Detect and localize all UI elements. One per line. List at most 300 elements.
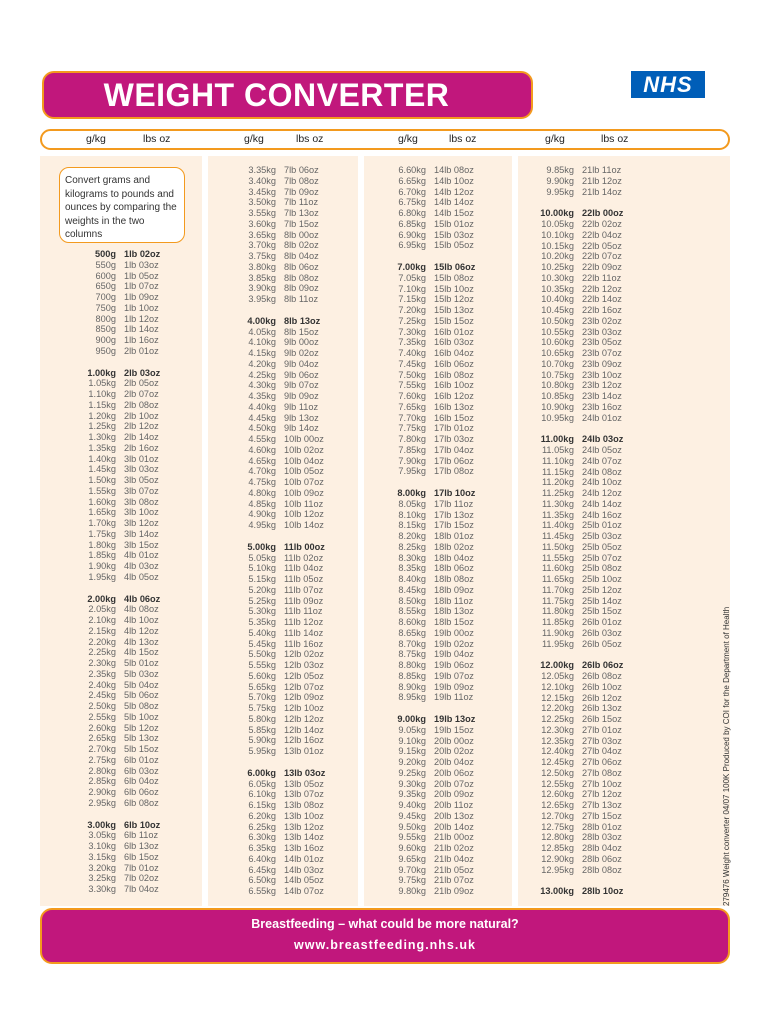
row-lbs: 22lb 02oz (582, 219, 622, 229)
row-lbs: 20lb 04oz (434, 757, 474, 767)
row-lbs: 2lb 01oz (124, 345, 159, 356)
row-lbs: 2lb 07oz (124, 389, 159, 399)
row-kg: 7.20kg (398, 305, 426, 315)
row-lbs: 19lb 00oz (434, 627, 474, 638)
row-kg: 7.70kg (398, 412, 426, 423)
row-kg: 10.85kg (541, 391, 574, 401)
row-kg: 7.90kg (398, 455, 426, 466)
row-kg: 11.25kg (541, 488, 574, 498)
row-kg: 1.55kg (88, 485, 116, 496)
title-banner (42, 71, 533, 119)
row-lbs: 19lb 06oz (434, 660, 474, 670)
row-lbs: 8lb 02oz (284, 240, 319, 251)
row-kg: 2.95kg (88, 797, 116, 808)
row-kg: 5.00kg (247, 541, 276, 552)
row-kg: 3.80kg (248, 261, 276, 272)
row-lbs: 4lb 05oz (124, 571, 159, 582)
row-kg: 5.20kg (248, 584, 276, 595)
row-lbs: 26lb 15oz (582, 714, 622, 724)
row-lbs: 28lb 04oz (582, 843, 622, 853)
row-kg: 7.75kg (398, 423, 426, 434)
row-kg: 12.10kg (541, 681, 574, 692)
row-lbs: 14lb 07oz (284, 886, 324, 896)
row-kg: 8.30kg (398, 552, 426, 563)
row-kg: 950g (95, 345, 116, 356)
row-kg: 5.80kg (248, 713, 276, 724)
row-lbs: 6lb 08oz (124, 797, 159, 808)
row-lbs: 8lb 11oz (284, 294, 319, 304)
row-kg: 11.60kg (541, 563, 574, 574)
row-kg: 6.95kg (398, 240, 426, 251)
row-kg: 9.25kg (398, 767, 426, 778)
row-lbs: 27lb 03oz (582, 735, 622, 746)
row-kg: 850g (95, 324, 116, 335)
row-kg: 6.65kg (398, 175, 426, 186)
footer-tagline: Breastfeeding – what could be more natural? (251, 917, 519, 931)
row-kg: 8.15kg (398, 520, 426, 531)
row-kg: 7.50kg (398, 369, 426, 380)
row-kg: 1.90kg (88, 561, 116, 571)
row-kg: 3.95kg (248, 294, 276, 304)
row-lbs: 17lb 11oz (434, 498, 474, 509)
header-kg-4: g/kg (545, 133, 565, 145)
row-lbs: 4lb 06oz (124, 593, 161, 604)
row-lbs: 17lb 10oz (434, 488, 476, 498)
row-lbs: 2lb 10oz (124, 410, 159, 421)
row-lbs: 24lb 05oz (582, 445, 622, 455)
row-lbs: 11lb 05oz (284, 574, 324, 584)
row-kg: 11.55kg (541, 552, 574, 563)
row-lbs: 24lb 03oz (582, 434, 624, 445)
row-lbs: 8lb 09oz (284, 283, 319, 294)
row-kg: 6.10kg (248, 789, 276, 800)
row-lbs: 11lb 12oz (284, 617, 324, 627)
row-lbs: 27lb 12oz (582, 789, 622, 800)
row-lbs: 21lb 11oz (582, 165, 622, 175)
page-title: WEIGHT CONVERTER (103, 76, 450, 113)
row-lbs: 25lb 03oz (582, 531, 622, 541)
row-kg: 9.20kg (398, 757, 426, 767)
row-kg: 8.75kg (398, 649, 426, 660)
row-kg: 8.50kg (398, 595, 426, 606)
row-kg: 5.45kg (248, 638, 276, 649)
row-lbs: 24lb 08oz (582, 466, 622, 477)
row-kg: 8.65kg (398, 627, 426, 638)
row-lbs: 23lb 02oz (582, 315, 622, 326)
row-lbs: 22lb 00oz (582, 208, 624, 219)
row-lbs: 11lb 00oz (284, 541, 325, 552)
row-kg: 6.90kg (398, 229, 426, 240)
row-kg: 3.20kg (88, 862, 116, 873)
row-lbs: 13lb 10oz (284, 810, 324, 821)
row-lbs: 9lb 07oz (284, 380, 319, 391)
row-lbs: 27lb 10oz (582, 778, 622, 789)
row-kg: 3.55kg (248, 208, 276, 218)
row-kg: 10.75kg (541, 369, 574, 380)
row-lbs: 11lb 11oz (284, 606, 323, 617)
row-lbs: 13lb 12oz (284, 821, 324, 832)
row-lbs: 4lb 13oz (124, 636, 159, 647)
row-lbs: 14lb 10oz (434, 175, 474, 186)
row-lbs: 27lb 15oz (582, 810, 622, 821)
row-lbs: 26lb 08oz (582, 671, 622, 681)
row-kg: 11.10kg (541, 455, 574, 466)
row-kg: 9.15kg (398, 746, 426, 757)
row-lbs: 16lb 10oz (434, 380, 474, 391)
row-lbs: 12lb 07oz (284, 681, 324, 692)
row-kg: 8.10kg (398, 509, 426, 520)
row-kg: 4.85kg (248, 498, 276, 509)
row-lbs: 16lb 04oz (434, 348, 474, 358)
row-kg: 1.40kg (88, 453, 116, 464)
row-lbs: 20lb 07oz (434, 778, 474, 789)
row-lbs: 1lb 09oz (124, 292, 159, 302)
row-lbs: 20lb 06oz (434, 767, 474, 778)
row-lbs: 23lb 14oz (582, 391, 622, 401)
row-kg: 8.70kg (398, 638, 426, 649)
row-kg: 2.10kg (88, 615, 116, 625)
row-lbs: 25lb 12oz (582, 584, 622, 595)
row-lbs: 13lb 08oz (284, 800, 324, 810)
row-kg: 1.65kg (88, 507, 116, 518)
row-lbs: 2lb 05oz (124, 378, 159, 389)
row-kg: 3.10kg (88, 841, 116, 851)
row-kg: 10.30kg (541, 272, 574, 283)
row-lbs: 11lb 02oz (284, 552, 324, 563)
row-lbs: 1lb 10oz (124, 302, 159, 313)
row-kg: 3.85kg (248, 272, 276, 283)
row-lbs: 3lb 14oz (124, 528, 159, 539)
row-lbs: 6lb 13oz (124, 841, 159, 851)
row-lbs: 21lb 00oz (434, 832, 474, 843)
row-lbs: 15lb 03oz (434, 229, 474, 240)
footer-url[interactable]: www.breastfeeding.nhs.uk (294, 938, 476, 952)
row-kg: 3.65kg (248, 229, 276, 240)
row-lbs: 9lb 13oz (284, 412, 319, 423)
row-kg: 5.25kg (248, 595, 276, 606)
row-lbs: 8lb 08oz (284, 272, 319, 283)
row-lbs: 28lb 06oz (582, 853, 622, 864)
row-lbs: 2lb 12oz (124, 421, 159, 432)
row-kg: 700g (95, 292, 116, 302)
row-kg: 8.00kg (397, 488, 426, 498)
row-kg: 5.30kg (248, 606, 276, 617)
row-lbs: 25lb 05oz (582, 541, 622, 552)
row-kg: 8.95kg (398, 692, 426, 703)
row-kg: 4.45kg (248, 412, 276, 423)
row-kg: 3.50kg (248, 197, 276, 208)
row-kg: 11.90kg (541, 627, 574, 638)
row-lbs: 9lb 02oz (284, 348, 319, 358)
row-lbs: 24lb 07oz (582, 455, 622, 466)
row-lbs: 22lb 11oz (582, 272, 622, 283)
row-kg: 2.00kg (87, 593, 116, 604)
row-lbs: 12lb 10oz (284, 703, 324, 713)
row-lbs: 19lb 07oz (434, 670, 474, 681)
row-lbs: 1lb 03oz (124, 259, 159, 270)
row-kg: 4.20kg (248, 358, 276, 369)
row-lbs: 23lb 03oz (582, 326, 622, 337)
row-kg: 1.35kg (88, 442, 116, 453)
row-lbs: 18lb 13oz (434, 606, 474, 617)
row-kg: 3.40kg (248, 175, 276, 186)
row-lbs: 6lb 11oz (124, 830, 159, 841)
row-lbs: 9lb 14oz (284, 423, 319, 434)
row-kg: 10.35kg (541, 283, 574, 294)
row-kg: 9.30kg (398, 778, 426, 789)
row-lbs: 9lb 04oz (284, 358, 319, 369)
row-lbs: 25lb 08oz (582, 563, 622, 574)
row-lbs: 16lb 06oz (434, 358, 474, 369)
row-kg: 2.70kg (88, 744, 116, 754)
row-kg: 12.20kg (541, 703, 574, 714)
row-lbs: 3lb 07oz (124, 485, 159, 496)
row-kg: 8.05kg (398, 498, 426, 509)
row-kg: 2.90kg (88, 787, 116, 797)
row-lbs: 4lb 15oz (124, 647, 159, 658)
row-lbs: 22lb 04oz (582, 229, 622, 240)
row-lbs: 12lb 14oz (284, 724, 324, 735)
row-kg: 9.75kg (398, 875, 426, 886)
row-lbs: 6lb 06oz (124, 787, 159, 797)
row-lbs: 18lb 02oz (434, 541, 474, 552)
row-kg: 8.85kg (398, 670, 426, 681)
row-lbs: 9lb 11oz (284, 401, 319, 412)
row-kg: 9.00kg (397, 714, 426, 724)
row-kg: 7.45kg (398, 358, 426, 369)
row-kg: 6.80kg (398, 208, 426, 218)
row-kg: 12.05kg (541, 671, 574, 681)
row-kg: 8.90kg (398, 681, 426, 692)
row-lbs: 1lb 12oz (124, 313, 159, 324)
row-kg: 2.45kg (88, 690, 116, 701)
row-lbs: 24lb 14oz (582, 498, 622, 509)
row-kg: 4.00kg (247, 315, 276, 326)
row-kg: 4.50kg (248, 423, 276, 434)
row-kg: 7.40kg (398, 348, 426, 358)
row-kg: 5.85kg (248, 724, 276, 735)
row-kg: 10.90kg (541, 401, 574, 412)
row-kg: 1.45kg (88, 464, 116, 475)
row-lbs: 23lb 05oz (582, 337, 622, 348)
row-lbs: 10lb 07oz (284, 477, 324, 487)
header-kg-3: g/kg (398, 133, 418, 145)
row-kg: 5.35kg (248, 617, 276, 627)
row-lbs: 13lb 03oz (284, 767, 326, 778)
row-lbs: 7lb 09oz (284, 186, 319, 197)
row-lbs: 27lb 01oz (582, 724, 622, 735)
row-lbs: 14lb 03oz (284, 864, 324, 875)
row-lbs: 5lb 04oz (124, 679, 159, 690)
row-kg: 10.70kg (541, 358, 574, 369)
row-lbs: 10lb 12oz (284, 509, 324, 520)
row-kg: 11.50kg (541, 541, 574, 552)
row-lbs: 19lb 09oz (434, 681, 474, 692)
row-lbs: 5lb 08oz (124, 701, 159, 711)
row-lbs: 15lb 13oz (434, 305, 474, 315)
row-lbs: 7lb 04oz (124, 884, 159, 894)
row-lbs: 18lb 11oz (434, 595, 474, 606)
row-kg: 10.10kg (541, 229, 574, 240)
row-kg: 1.60kg (88, 496, 116, 507)
row-kg: 4.80kg (248, 487, 276, 498)
row-lbs: 12lb 02oz (284, 649, 324, 660)
row-kg: 4.15kg (248, 348, 276, 358)
row-kg: 6.50kg (248, 875, 276, 886)
row-lbs: 8lb 06oz (284, 261, 319, 272)
row-lbs: 15lb 10oz (434, 283, 474, 294)
row-lbs: 28lb 10oz (582, 886, 624, 897)
row-lbs: 2lb 14oz (124, 432, 159, 442)
row-lbs: 20lb 13oz (434, 810, 474, 821)
row-lbs: 21lb 14oz (582, 186, 622, 197)
row-kg: 11.80kg (541, 606, 574, 617)
row-kg: 7.35kg (398, 337, 426, 348)
row-kg: 4.25kg (248, 369, 276, 380)
row-lbs: 23lb 09oz (582, 358, 622, 369)
row-kg: 11.30kg (541, 498, 574, 509)
row-kg: 5.15kg (248, 574, 276, 584)
row-kg: 4.10kg (248, 337, 276, 348)
row-kg: 10.15kg (541, 240, 574, 251)
row-lbs: 5lb 13oz (124, 733, 159, 744)
row-kg: 9.40kg (398, 800, 426, 810)
row-kg: 8.45kg (398, 584, 426, 595)
row-kg: 6.30kg (248, 832, 276, 843)
row-lbs: 25lb 07oz (582, 552, 622, 563)
row-lbs: 28lb 03oz (582, 832, 622, 843)
row-lbs: 17lb 03oz (434, 434, 474, 444)
row-kg: 11.20kg (541, 477, 574, 488)
row-lbs: 4lb 10oz (124, 615, 159, 625)
row-lbs: 3lb 03oz (124, 464, 159, 475)
row-lbs: 7lb 02oz (124, 873, 159, 884)
row-kg: 650g (95, 281, 116, 292)
row-lbs: 25lb 14oz (582, 595, 622, 606)
row-lbs: 24lb 12oz (582, 488, 622, 498)
row-kg: 12.00kg (540, 660, 574, 671)
row-kg: 10.25kg (541, 262, 574, 272)
row-lbs: 5lb 01oz (124, 658, 159, 668)
row-kg: 10.60kg (541, 337, 574, 348)
row-kg: 12.40kg (541, 746, 574, 757)
row-lbs: 10lb 05oz (284, 466, 324, 477)
row-lbs: 15lb 12oz (434, 294, 474, 305)
row-kg: 4.30kg (248, 380, 276, 391)
row-kg: 1.85kg (88, 550, 116, 561)
row-lbs: 10lb 02oz (284, 444, 324, 455)
row-lbs: 21lb 02oz (434, 843, 474, 853)
row-lbs: 6lb 03oz (124, 765, 159, 776)
row-lbs: 20lb 02oz (434, 746, 474, 757)
row-lbs: 22lb 07oz (582, 251, 622, 262)
row-lbs: 9lb 09oz (284, 391, 319, 401)
row-lbs: 6lb 15oz (124, 851, 159, 862)
row-lbs: 19lb 04oz (434, 649, 474, 660)
row-kg: 5.75kg (248, 703, 276, 713)
row-kg: 5.90kg (248, 735, 276, 746)
header-lbs-4: lbs oz (601, 133, 629, 145)
row-kg: 11.35kg (541, 509, 574, 520)
row-kg: 3.60kg (248, 218, 276, 229)
row-lbs: 11lb 16oz (284, 638, 324, 649)
row-kg: 11.70kg (541, 584, 574, 595)
row-lbs: 4lb 12oz (124, 625, 159, 636)
row-kg: 8.25kg (398, 541, 426, 552)
row-lbs: 9lb 06oz (284, 369, 319, 380)
row-kg: 8.55kg (398, 606, 426, 617)
row-kg: 5.10kg (248, 563, 276, 574)
row-lbs: 5lb 03oz (124, 668, 159, 679)
row-lbs: 15lb 15oz (434, 315, 474, 326)
row-kg: 12.95kg (541, 864, 574, 875)
row-lbs: 17lb 08oz (434, 466, 474, 477)
row-kg: 9.80kg (398, 886, 426, 896)
row-lbs: 26lb 10oz (582, 681, 622, 692)
row-lbs: 1lb 14oz (124, 324, 159, 335)
row-kg: 900g (95, 335, 116, 345)
row-lbs: 16lb 08oz (434, 369, 474, 380)
row-lbs: 26lb 06oz (582, 660, 624, 671)
row-kg: 600g (95, 270, 116, 281)
row-kg: 11.65kg (541, 574, 574, 584)
row-kg: 11.85kg (541, 617, 574, 627)
row-lbs: 3lb 12oz (124, 518, 159, 528)
header-kg-2: g/kg (244, 133, 264, 145)
row-kg: 2.85kg (88, 776, 116, 787)
row-kg: 6.45kg (248, 864, 276, 875)
row-lbs: 12lb 05oz (284, 670, 324, 681)
row-kg: 10.40kg (541, 294, 574, 305)
header-kg-1: g/kg (86, 133, 106, 145)
row-kg: 2.40kg (88, 679, 116, 690)
row-kg: 10.20kg (541, 251, 574, 262)
row-kg: 5.70kg (248, 692, 276, 703)
row-lbs: 19lb 02oz (434, 638, 474, 649)
row-lbs: 5lb 12oz (124, 722, 159, 733)
row-lbs: 27lb 13oz (582, 800, 622, 810)
row-kg: 7.55kg (398, 380, 426, 391)
row-kg: 7.05kg (398, 272, 426, 283)
row-kg: 2.20kg (88, 636, 116, 647)
row-kg: 7.15kg (398, 294, 426, 305)
row-kg: 2.05kg (88, 604, 116, 615)
row-kg: 1.15kg (88, 399, 116, 410)
row-kg: 8.20kg (398, 531, 426, 541)
row-lbs: 1lb 02oz (124, 249, 161, 259)
row-lbs: 14lb 12oz (434, 186, 474, 197)
row-kg: 6.70kg (398, 186, 426, 197)
row-kg: 12.90kg (541, 853, 574, 864)
row-kg: 12.30kg (541, 724, 574, 735)
row-lbs: 14lb 08oz (434, 165, 474, 175)
row-kg: 1.95kg (88, 571, 116, 582)
row-kg: 750g (95, 302, 116, 313)
row-lbs: 5lb 15oz (124, 744, 159, 754)
row-kg: 1.25kg (88, 421, 116, 432)
row-lbs: 16lb 15oz (434, 412, 474, 423)
row-kg: 6.60kg (398, 165, 426, 175)
row-lbs: 12lb 12oz (284, 713, 324, 724)
row-lbs: 11lb 14oz (284, 627, 324, 638)
row-kg: 12.50kg (541, 767, 574, 778)
row-kg: 2.75kg (88, 754, 116, 765)
row-kg: 5.65kg (248, 681, 276, 692)
row-lbs: 25lb 01oz (582, 520, 622, 531)
row-kg: 9.60kg (398, 843, 426, 853)
row-kg: 10.50kg (541, 315, 574, 326)
row-kg: 9.10kg (398, 735, 426, 746)
